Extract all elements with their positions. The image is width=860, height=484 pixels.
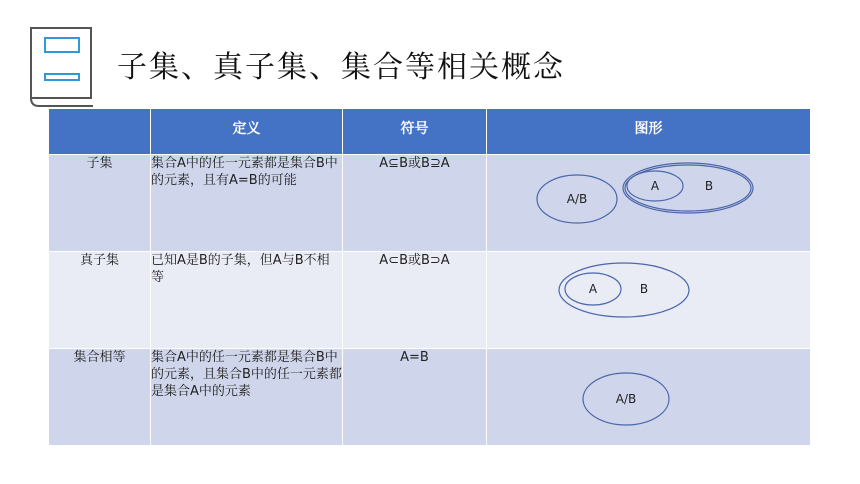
row-figure xyxy=(487,155,811,252)
label-ab: A/B xyxy=(615,392,637,406)
header-cell-symbol: 符号 xyxy=(343,109,487,155)
row-figure xyxy=(487,349,811,446)
row-name: 子集 xyxy=(49,155,151,252)
header-cell-figure: 图形 xyxy=(487,109,811,155)
row-figure xyxy=(487,252,811,349)
row-symbol: A⊂B或B⊃A xyxy=(343,252,487,349)
row-symbol: A⊆B或B⊇A xyxy=(343,155,487,252)
label-ab: A/B xyxy=(566,192,588,206)
row-name: 真子集 xyxy=(49,252,151,349)
ellipse-b-outer xyxy=(623,163,753,213)
label-b: B xyxy=(639,282,649,296)
label-b: B xyxy=(704,179,714,193)
row-definition: 集合A中的任一元素都是集合B中的元素，且有A=B的可能 xyxy=(151,155,343,252)
page-title: 子集、真子集、集合等相关概念 xyxy=(117,50,565,85)
ellipse-b xyxy=(559,263,689,317)
equal-sets-venn-diagram xyxy=(487,349,811,445)
table-header-row xyxy=(49,109,811,155)
table-row-proper-subset xyxy=(49,252,811,349)
table-row-set-equality xyxy=(49,349,811,446)
row-name: 集合相等 xyxy=(49,349,151,446)
label-a: A xyxy=(588,282,598,296)
header-cell-definition: 定义 xyxy=(151,109,343,155)
table-row-subset xyxy=(49,155,811,252)
row-definition: 集合A中的任一元素都是集合B中的元素，且集合B中的任一元素都是集合A中的元素 xyxy=(151,349,343,446)
concepts-table xyxy=(48,108,811,446)
label-a: A xyxy=(650,179,660,193)
book-icon xyxy=(27,26,99,110)
header-cell-empty xyxy=(49,109,151,155)
row-definition: 已知A是B的子集，但A与B不相等 xyxy=(151,252,343,349)
row-symbol: A=B xyxy=(343,349,487,446)
subset-venn-diagram xyxy=(487,155,811,251)
proper-subset-venn-diagram xyxy=(487,252,811,348)
